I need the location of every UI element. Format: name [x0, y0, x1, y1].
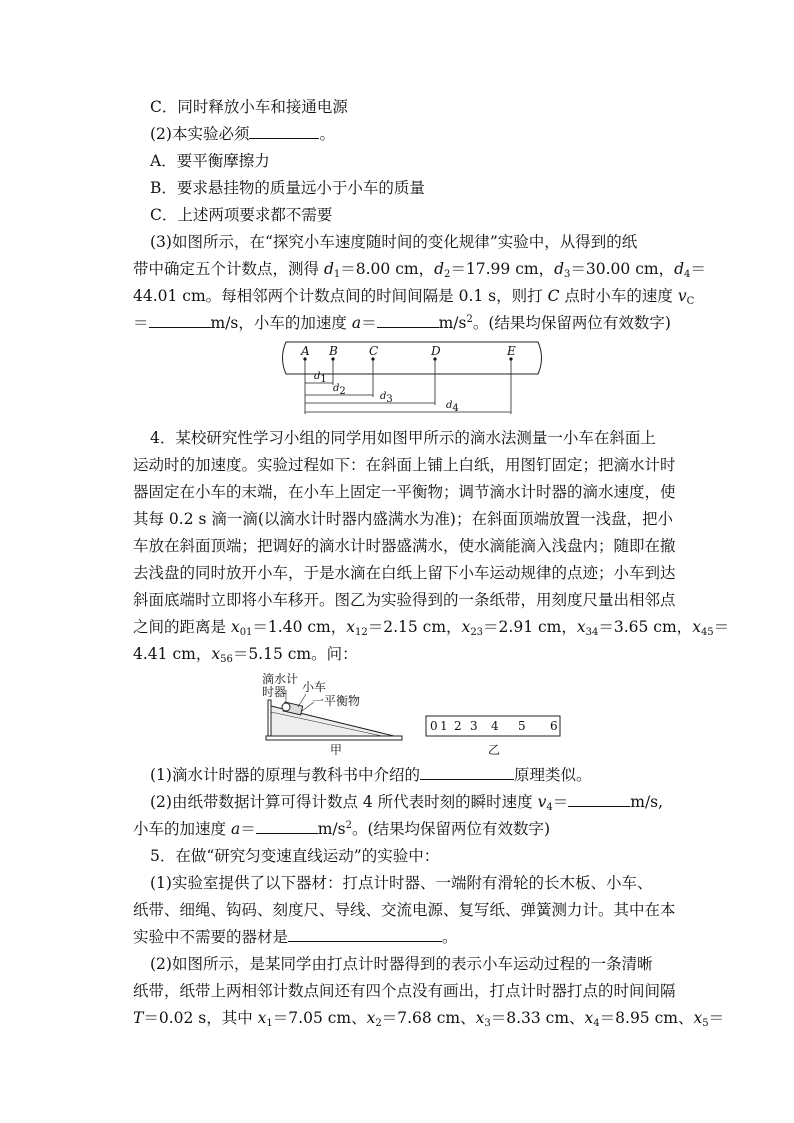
question-3-3-line2: 带中确定五个计数点，测得 $d_1=8.00$ cm，$d_2=17.99$ cm，$d_3=30.00$ cm，$d_4=$ [133, 260, 706, 280]
principle-blank[interactable] [420, 765, 514, 780]
q4-line5: 车放在斜面顶端；把调好的滴水计时器盛满水，使水滴能滴入浅盘内；随即在撤 [133, 537, 676, 555]
q4-line8: 之间的距离是 $x_{01}=1.40$ cm，$x_{12}=2.15$ cm，$x_{23}=2.91$ cm，$x_{34}=3.65$ cm，$x_{45}=$ [133, 618, 730, 638]
question-3-3-line3: 44.01 cm。每相邻两个计数点间的时间间隔是 0.1 s，则打 C 点时小车的速度 $v_C$ [133, 287, 695, 307]
q4-sub2: (2)由纸带数据计算可得计数点 4 所代表时刻的瞬时速度 $v_4= m/s$, [150, 793, 664, 813]
point-a-label: A [301, 344, 310, 358]
tick-3: 3 [470, 719, 478, 733]
q4-line4: 其每 0.2 s 滴一滴(以滴水计时器内盛满水为准)；在斜面顶端放置一浅盘，把小 [133, 510, 673, 528]
question-3-3-line4: ＝ m/s，小车的加速度 $a= m/s^2$。(结果均保留两位有效数字) [133, 314, 671, 332]
drip-timer-figure [262, 670, 572, 756]
timer-label-2: 时器 [262, 685, 287, 699]
q5-line6: 纸带，纸带上两相邻计数点间还有四个点没有画出，打点计时器打点的时间间隔 [133, 982, 676, 1000]
option-c2: C．上述两项要求都不需要 [150, 206, 333, 224]
d1-label: $d_1$ [314, 371, 327, 385]
q5-line3: 纸带、细绳、钩码、刻度尺、导线、交流电源、复写纸、弹簧测力计。其中在本 [133, 901, 676, 919]
acceleration-blank[interactable] [377, 313, 439, 328]
answer-blank[interactable] [249, 124, 319, 139]
question-3-3-line1: (3)如图所示，在“探究小车速度随时间的变化规律”实验中，从得到的纸 [150, 233, 638, 251]
q4-line3: 器固定在小车的末端，在小车上固定一平衡物；调节滴水计时器的滴水速度，使 [133, 483, 676, 501]
tick-4: 4 [491, 719, 499, 733]
d2-label: $d_2$ [333, 383, 346, 397]
tick-0: 0 [430, 719, 438, 733]
paper-tape-figure [280, 338, 546, 418]
q5-line5: (2)如图所示，是某同学由打点计时器得到的表示小车运动过程的一条清晰 [150, 955, 653, 973]
car-label: 小车 [302, 680, 327, 694]
q4-line7: 斜面底端时立即将小车移开。图乙为实验得到的一条纸带，用刻度尺量出相邻点 [133, 591, 676, 609]
equipment-blank[interactable] [288, 927, 442, 942]
option-a: A．要平衡摩擦力 [150, 152, 270, 170]
q4-sub2-line2: 小车的加速度 $a= m/s^2$。(结果均保留两位有效数字) [133, 820, 551, 838]
point-b-label: B [329, 344, 338, 358]
option-c: C．同时释放小车和接通电源 [150, 98, 348, 116]
d4-label: $d_4$ [446, 400, 459, 414]
q4-line9: 4.41 cm，$x_{56}=5.15$ cm。问： [133, 645, 358, 665]
velocity-blank[interactable] [149, 313, 211, 328]
q4-line6: 去浅盘的同时放开小车，于是水滴在白纸上留下小车运动规律的点迹；小车到达 [133, 564, 676, 582]
figure-jia-label: 甲 [330, 743, 343, 757]
tick-1: 1 [440, 719, 448, 733]
tick-2: 2 [454, 719, 462, 733]
point-e-label: E [507, 344, 516, 358]
q5-line2: (1)实验室提供了以下器材：打点计时器、一端附有滑轮的长木板、小车、 [150, 874, 653, 892]
q5-line7: T＝0.02 s，其中 $x_1=7.05$ cm、$x_2=7.68$ cm、$x_3=8.33$ cm、$x_4=8.95$ cm、$x_5=$ [133, 1009, 725, 1029]
figure-yi-label: 乙 [488, 743, 501, 757]
q4-acceleration-blank[interactable] [256, 819, 318, 834]
q5-line1: 5．在做“研究匀变速直线运动”的实验中： [150, 847, 440, 865]
v4-blank[interactable] [568, 792, 630, 807]
point-c-label: C [369, 344, 379, 358]
tick-6: 6 [550, 719, 558, 733]
q5-line4: 实验中不需要的器材是 。 [133, 928, 458, 946]
tick-5: 5 [518, 719, 526, 733]
question-3-2: (2)本实验必须 。 [150, 125, 335, 143]
timer-label-1: 滴水计 [262, 672, 299, 686]
weight-label: 一平衡物 [312, 694, 361, 708]
option-b: B．要求悬挂物的质量远小于小车的质量 [150, 179, 425, 197]
point-d-label: D [431, 344, 441, 358]
q4-line1: 4．某校研究性学习小组的同学用如图甲所示的滴水法测量一小车在斜面上 [150, 429, 656, 447]
q4-sub1: (1)滴水计时器的原理与教科书中介绍的 原理类似。 [150, 766, 592, 784]
q4-line2: 运动时的加速度。实验过程如下：在斜面上铺上白纸，用图钉固定；把滴水计时 [133, 456, 676, 474]
d3-label: $d_3$ [380, 391, 393, 405]
